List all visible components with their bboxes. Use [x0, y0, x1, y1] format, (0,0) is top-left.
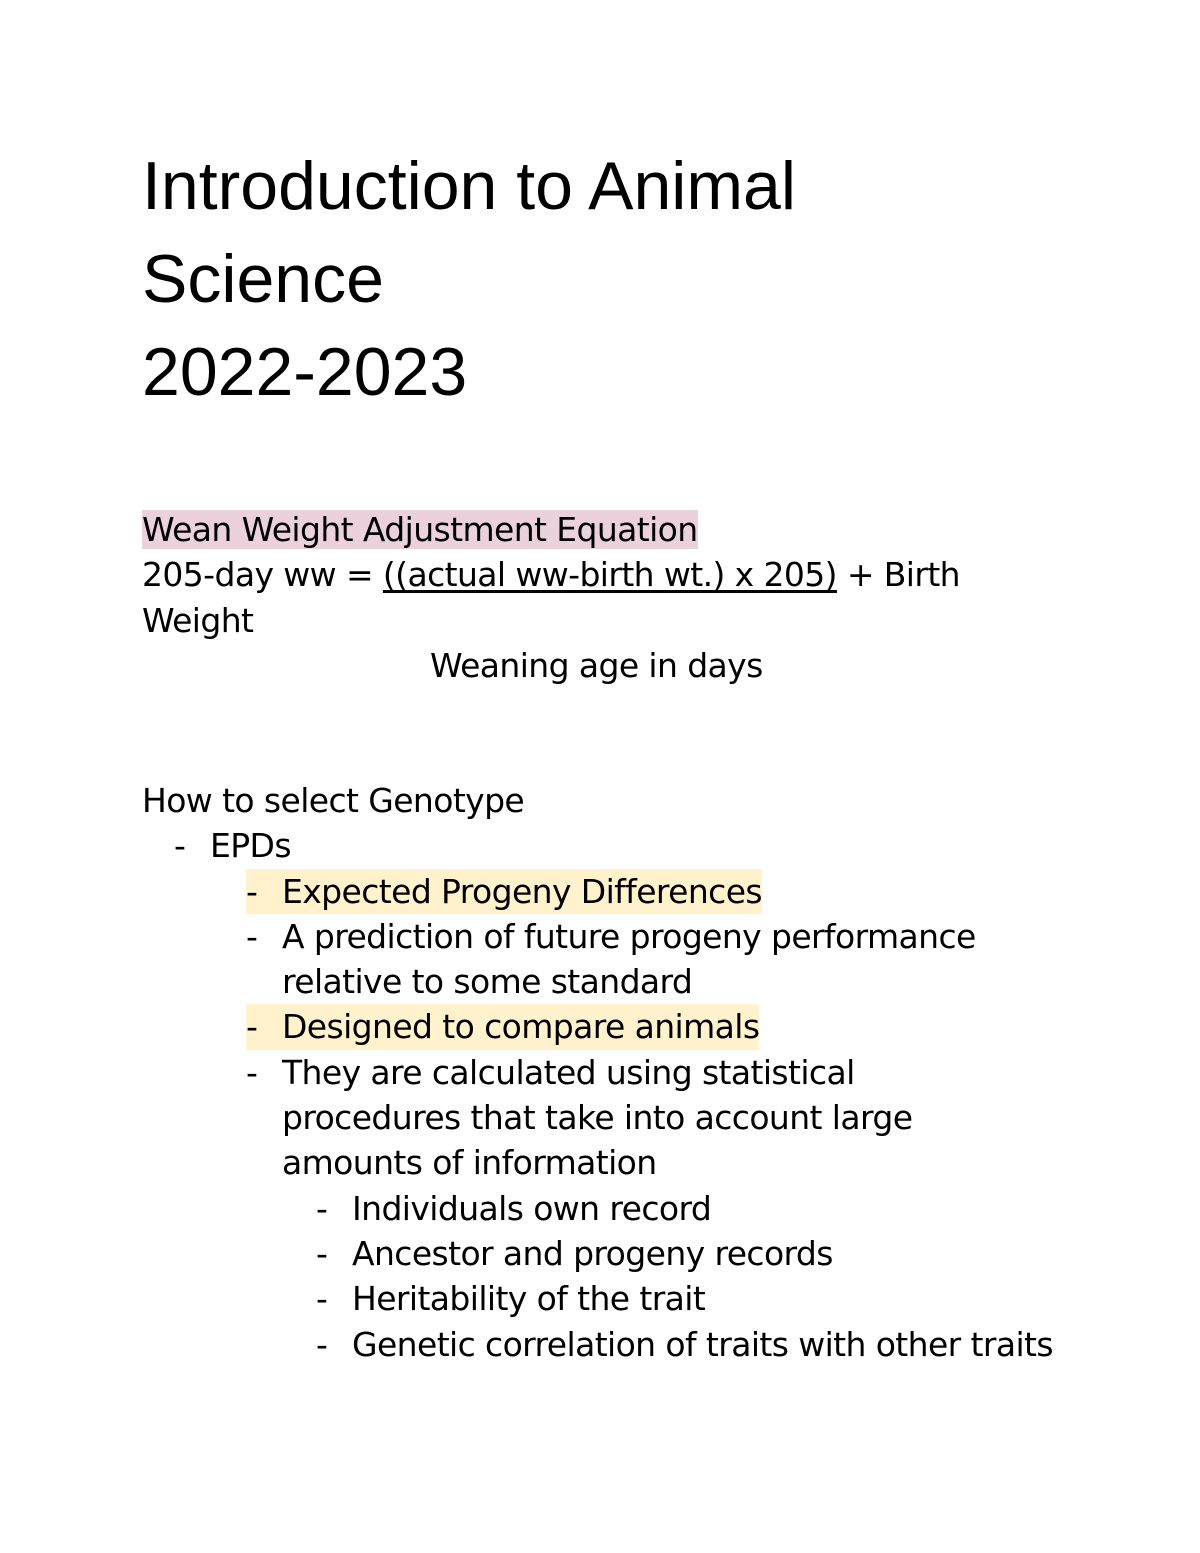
equation-rhs-continued: Weight [142, 600, 254, 640]
bullet-dash: - [316, 1324, 328, 1364]
bullet-dash: - [316, 1188, 328, 1228]
bullet-dash: - [174, 826, 186, 866]
bullet-dash: - [316, 1279, 328, 1319]
equation-heading: Wean Weight Adjustment Equation [142, 510, 698, 549]
list-item [142, 1050, 1072, 1186]
list-item [142, 869, 1072, 914]
title-line-1: Introduction to Animal [142, 148, 796, 224]
list-item-text: They are calculated using statistical procedures that take into account large amounts of information [282, 1052, 913, 1183]
list-item [142, 1186, 1072, 1231]
bullet-dash: - [316, 1233, 328, 1273]
equation-section [142, 507, 1072, 688]
bullet-dash: - [246, 1052, 258, 1092]
list-item-text: A prediction of future progeny performance relative to some standard [282, 916, 976, 1002]
bullet-dash: - [246, 871, 258, 911]
list-item [142, 823, 1072, 868]
list-item [142, 1322, 1072, 1367]
equation-lhs: 205-day ww = [142, 555, 383, 595]
genotype-section [142, 778, 1072, 1367]
document-title [142, 140, 1072, 419]
equation-line [142, 552, 1072, 597]
list-item [142, 914, 1072, 1005]
list-item-text: Expected Progeny Differences [282, 871, 763, 911]
list-item [142, 1004, 1072, 1049]
list-item [142, 1231, 1072, 1276]
list-item-text: Designed to compare animals [282, 1007, 760, 1047]
list-subitem-text: Individuals own record [352, 1188, 712, 1228]
list-subitem-text: Genetic correlation of traits with other traits [352, 1324, 1053, 1364]
list-subitem-text: Ancestor and progeny records [352, 1233, 833, 1273]
document-page [142, 140, 1072, 1364]
list-item [142, 1276, 1072, 1321]
equation-numerator: ((actual ww-birth wt.) x 205) [382, 555, 837, 595]
list-subitem-text: Heritability of the trait [352, 1279, 706, 1319]
bullet-dash: - [246, 1007, 258, 1047]
list-item-epds: EPDs [210, 826, 291, 866]
title-line-2: Science [142, 241, 384, 317]
genotype-heading: How to select Genotype [142, 781, 525, 820]
bullet-dash: - [246, 916, 258, 956]
title-line-3: 2022-2023 [142, 334, 468, 410]
equation-denominator: Weaning age in days [430, 645, 763, 685]
equation-rhs: + Birth [836, 555, 960, 595]
